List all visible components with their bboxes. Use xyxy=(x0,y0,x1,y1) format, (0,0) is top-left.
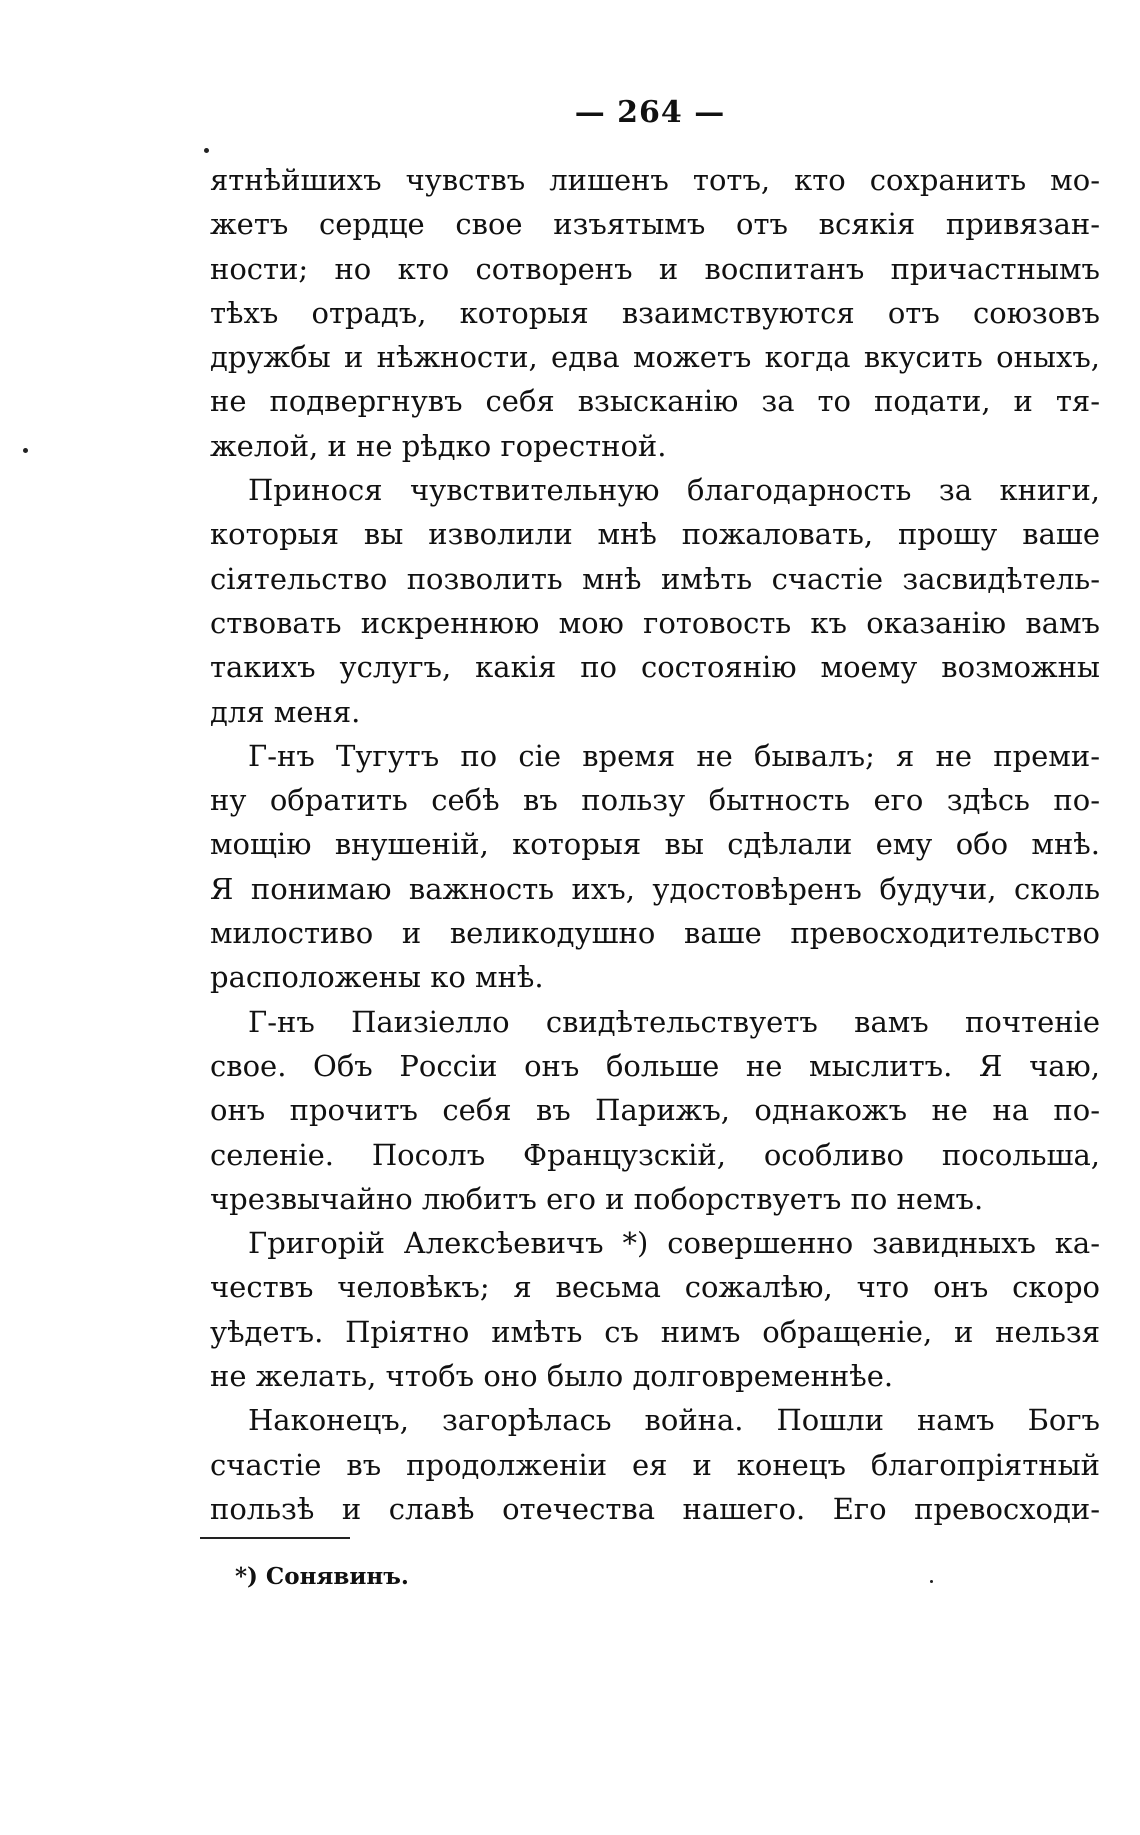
body-text xyxy=(210,158,1100,1531)
page-number: — 264 — xyxy=(574,95,726,130)
text-line: которыя вы изволили мнѣ пожаловать, прошу ваше xyxy=(210,517,1100,552)
text-line: тѣхъ отрадъ, которыя взаимствуются отъ союзовъ xyxy=(210,295,1100,330)
text-line: Принося чувствительную благодарность за книги, xyxy=(248,473,1100,508)
text-line: такихъ услугъ, какія по состоянію моему возможны xyxy=(210,650,1100,685)
text-line: сіятельство позволить мнѣ имѣть счастіе засвидѣтель- xyxy=(210,561,1100,596)
ink-speck xyxy=(23,448,28,453)
text-line: Григорій Алексѣевичъ *) совершенно завидныхъ ка- xyxy=(248,1226,1100,1261)
text-line: не желать, чтобъ оно было долговременнѣе. xyxy=(210,1359,894,1394)
text-line: Г-нъ Паизіелло свидѣтельствуетъ вамъ почтеніе xyxy=(248,1004,1100,1039)
text-line: счастіе въ продолженіи ея и конецъ благопріятный xyxy=(210,1447,1100,1482)
ink-speck xyxy=(930,1580,933,1583)
text-line: мощію внушеній, которыя вы сдѣлали ему обо мнѣ. xyxy=(210,827,1100,862)
text-line: Г-нъ Тугутъ по сіе время не бывалъ; я не преми- xyxy=(248,738,1100,773)
text-line: для меня. xyxy=(210,694,361,729)
text-line: селеніе. Посолъ Французскій, особливо посольша, xyxy=(210,1137,1100,1172)
text-line: Наконецъ, загорѣлась война. Пошли намъ Богъ xyxy=(248,1403,1100,1438)
text-line: онъ прочитъ себя въ Парижъ, однакожъ не на по- xyxy=(210,1093,1100,1128)
text-line: уѣдетъ. Пріятно имѣть съ нимъ обращеніе, и нельзя xyxy=(210,1314,1100,1349)
text-line: ствовать искреннюю мою готовость къ оказанію вамъ xyxy=(210,605,1100,640)
text-line: желой, и не рѣдко горестной. xyxy=(210,428,667,463)
text-line: расположены ко мнѣ. xyxy=(210,960,544,995)
text-line: Я понимаю важность ихъ, удостовѣренъ будучи, сколь xyxy=(210,871,1100,906)
text-line: ну обратить себѣ въ пользу бытность его здѣсь по- xyxy=(210,783,1100,818)
text-line: свое. Объ Россіи онъ больше не мыслитъ. Я чаю, xyxy=(210,1048,1100,1083)
text-line: чествъ человѣкъ; я весьма сожалѣю, что онъ скоро xyxy=(210,1270,1100,1305)
text-line: не подвергнувъ себя взысканію за то подати, и тя- xyxy=(210,384,1100,419)
text-line: ности; но кто сотворенъ и воспитанъ причастнымъ xyxy=(210,251,1100,286)
text-line: милостиво и великодушно ваше превосходительство xyxy=(210,916,1100,951)
footnote-divider xyxy=(200,1537,350,1539)
footnote: *) Сонявинъ. xyxy=(235,1563,409,1590)
text-line: пользѣ и славѣ отечества нашего. Его превосходи- xyxy=(210,1491,1100,1526)
ink-speck xyxy=(204,148,209,153)
text-line: дружбы и нѣжности, едва можетъ когда вкусить оныхъ, xyxy=(210,340,1100,375)
text-line: жетъ сердце свое изъятымъ отъ всякія привязан- xyxy=(210,207,1100,242)
text-line: чрезвычайно любитъ его и поборствуетъ по немъ. xyxy=(210,1181,984,1216)
text-line: ятнѣйшихъ чувствъ лишенъ тотъ, кто сохранить мо- xyxy=(210,163,1100,197)
